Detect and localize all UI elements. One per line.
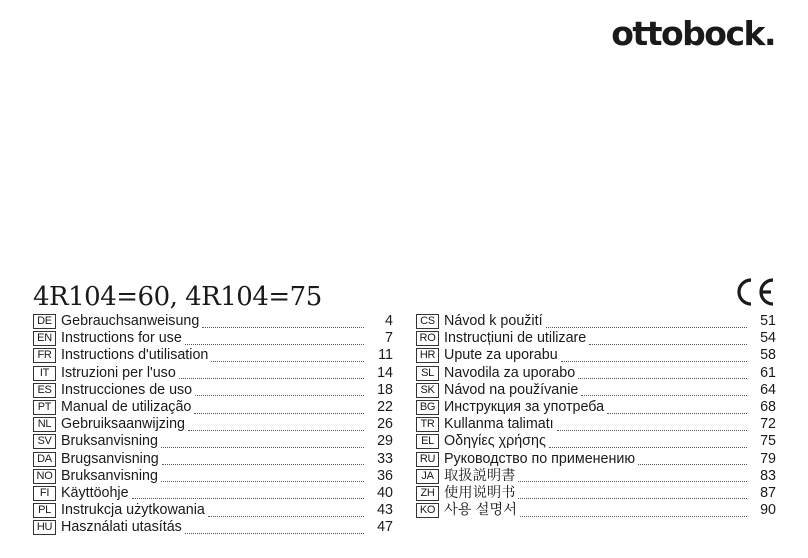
toc-page-number: 90 [760, 502, 776, 519]
toc-entry-label: 取扱説明書 [444, 467, 516, 484]
dot-leader [132, 487, 364, 499]
toc-entry-label: Instrukcja użytkowania [61, 502, 205, 519]
language-code-badge: FI [33, 486, 56, 501]
toc-entry-cs[interactable] [416, 313, 776, 330]
toc-entry-el[interactable] [416, 433, 776, 450]
dot-leader [211, 350, 364, 362]
toc-entry-hr[interactable] [416, 347, 776, 364]
language-code-badge: ZH [416, 486, 439, 501]
dot-leader [561, 350, 747, 362]
toc-entry-label: Instructions for use [61, 330, 182, 347]
dot-leader [578, 367, 747, 379]
toc-entry-ko[interactable] [416, 502, 776, 519]
toc-entry-fi[interactable] [33, 485, 393, 502]
toc-page-number: 11 [378, 347, 393, 364]
dot-leader [185, 522, 364, 534]
toc-entry-sv[interactable] [33, 433, 393, 450]
toc-page-number: 58 [760, 347, 776, 364]
language-code-badge: NO [33, 469, 56, 484]
toc-page-number: 72 [760, 416, 776, 433]
toc-entry-no[interactable] [33, 468, 393, 485]
language-code-badge: IT [33, 366, 56, 381]
language-code-badge: RO [416, 331, 439, 346]
toc-page-number: 22 [377, 399, 393, 416]
toc-entry-da[interactable] [33, 451, 393, 468]
language-code-badge: FR [33, 348, 56, 363]
toc-entry-label: Manual de utilização [61, 399, 192, 416]
language-code-badge: EL [416, 434, 439, 449]
dot-leader [195, 384, 364, 396]
toc-page-number: 54 [760, 330, 776, 347]
language-code-badge: RU [416, 452, 439, 467]
language-code-badge: NL [33, 417, 56, 432]
toc-entry-label: Bruksanvisning [61, 467, 158, 484]
toc-page-number: 18 [377, 381, 393, 398]
toc-entry-bg[interactable] [416, 399, 776, 416]
toc-left-column [33, 313, 393, 536]
language-code-badge: DE [33, 314, 56, 329]
toc-page-number: 7 [385, 330, 393, 347]
toc-entry-label: Gebruiksaanwijzing [61, 416, 185, 433]
toc-page-number: 79 [760, 450, 776, 467]
toc-page-number: 61 [760, 364, 776, 381]
ottobock-logo: ottobock. [611, 14, 775, 53]
language-code-badge: PT [33, 400, 56, 415]
toc-entry-label: Navodila za uporabo [444, 364, 576, 381]
toc-entry-hu[interactable] [33, 519, 393, 536]
dot-leader [518, 470, 747, 482]
toc-page-number: 40 [377, 484, 393, 501]
toc-entry-label: Instructions d'utilisation [61, 347, 209, 364]
language-code-badge: JA [416, 469, 439, 484]
language-code-badge: TR [416, 417, 439, 432]
dot-leader [518, 487, 747, 499]
language-code-badge: SV [33, 434, 56, 449]
toc-entry-label: Οδηγίες χρήσης [444, 433, 546, 450]
toc-page-number: 64 [760, 381, 776, 398]
toc-right-column [416, 313, 776, 519]
toc-page-number: 36 [377, 467, 393, 484]
toc-entry-sk[interactable] [416, 382, 776, 399]
toc-entry-de[interactable] [33, 313, 393, 330]
product-title: 4R104=60, 4R104=75 [33, 282, 322, 312]
dot-leader [194, 402, 364, 414]
language-code-badge: SL [416, 366, 439, 381]
toc-page-number: 43 [377, 502, 393, 519]
language-code-badge: CS [416, 314, 439, 329]
language-code-badge: PL [33, 503, 56, 518]
dot-leader [557, 419, 747, 431]
toc-entry-ru[interactable] [416, 451, 776, 468]
toc-entry-pl[interactable] [33, 502, 393, 519]
toc-entry-label: Руководство по применению [444, 450, 636, 467]
toc-page-number: 14 [377, 364, 393, 381]
toc-entry-zh[interactable] [416, 485, 776, 502]
dot-leader [208, 505, 364, 517]
toc-entry-label: 使用说明书 [444, 484, 516, 501]
dot-leader [546, 316, 747, 328]
dot-leader [188, 419, 364, 431]
toc-page-number: 47 [377, 519, 393, 536]
language-code-badge: HR [416, 348, 439, 363]
toc-entry-label: Инструкция за употреба [444, 399, 605, 416]
dot-leader [179, 367, 364, 379]
toc-entry-pt[interactable] [33, 399, 393, 416]
toc-page-number: 75 [760, 433, 776, 450]
toc-entry-label: Instrucțiuni de utilizare [444, 330, 587, 347]
toc-entry-tr[interactable] [416, 416, 776, 433]
dot-leader [162, 453, 364, 465]
dot-leader [607, 402, 747, 414]
language-code-badge: ES [33, 383, 56, 398]
toc-entry-label: 사용 설명서 [444, 502, 518, 519]
toc-entry-label: Bruksanvisning [61, 433, 158, 450]
toc-page-number: 83 [760, 467, 776, 484]
toc-entry-ro[interactable] [416, 330, 776, 347]
dot-leader [185, 333, 364, 345]
language-code-badge: HU [33, 520, 56, 535]
toc-entry-label: Brugsanvisning [61, 450, 159, 467]
toc-page-number: 29 [377, 433, 393, 450]
toc-page-number: 33 [377, 450, 393, 467]
toc-entry-label: Használati utasítás [61, 519, 182, 536]
dot-leader [638, 453, 747, 465]
toc-entry-label: Istruzioni per l'uso [61, 364, 176, 381]
toc-page-number: 68 [760, 399, 776, 416]
language-code-badge: BG [416, 400, 439, 415]
dot-leader [520, 505, 747, 517]
toc-entry-label: Instrucciones de uso [61, 381, 193, 398]
dot-leader [161, 436, 364, 448]
dot-leader [202, 316, 364, 328]
toc-entry-nl[interactable] [33, 416, 393, 433]
toc-entry-label: Návod na používanie [444, 381, 579, 398]
language-code-badge: KO [416, 503, 439, 518]
toc-entry-ja[interactable] [416, 468, 776, 485]
dot-leader [589, 333, 747, 345]
toc-entry-label: Návod k použití [444, 313, 543, 330]
ce-mark-icon [732, 275, 776, 309]
toc-entry-sl[interactable] [416, 365, 776, 382]
toc-entry-label: Gebrauchsanweisung [61, 313, 200, 330]
toc-entry-fr[interactable] [33, 347, 393, 364]
dot-leader [549, 436, 747, 448]
toc-entry-it[interactable] [33, 365, 393, 382]
language-code-badge: SK [416, 383, 439, 398]
toc-entry-en[interactable] [33, 330, 393, 347]
toc-entry-label: Kullanma talimatı [444, 416, 554, 433]
toc-page-number: 26 [377, 416, 393, 433]
toc-page-number: 87 [760, 484, 776, 501]
toc-entry-label: Käyttöohje [61, 484, 129, 501]
toc-page-number: 51 [760, 313, 776, 330]
toc-entry-label: Upute za uporabu [444, 347, 558, 364]
toc-entry-es[interactable] [33, 382, 393, 399]
dot-leader [161, 470, 364, 482]
language-code-badge: EN [33, 331, 56, 346]
dot-leader [581, 384, 747, 396]
toc-page-number: 4 [385, 313, 393, 330]
language-code-badge: DA [33, 452, 56, 467]
